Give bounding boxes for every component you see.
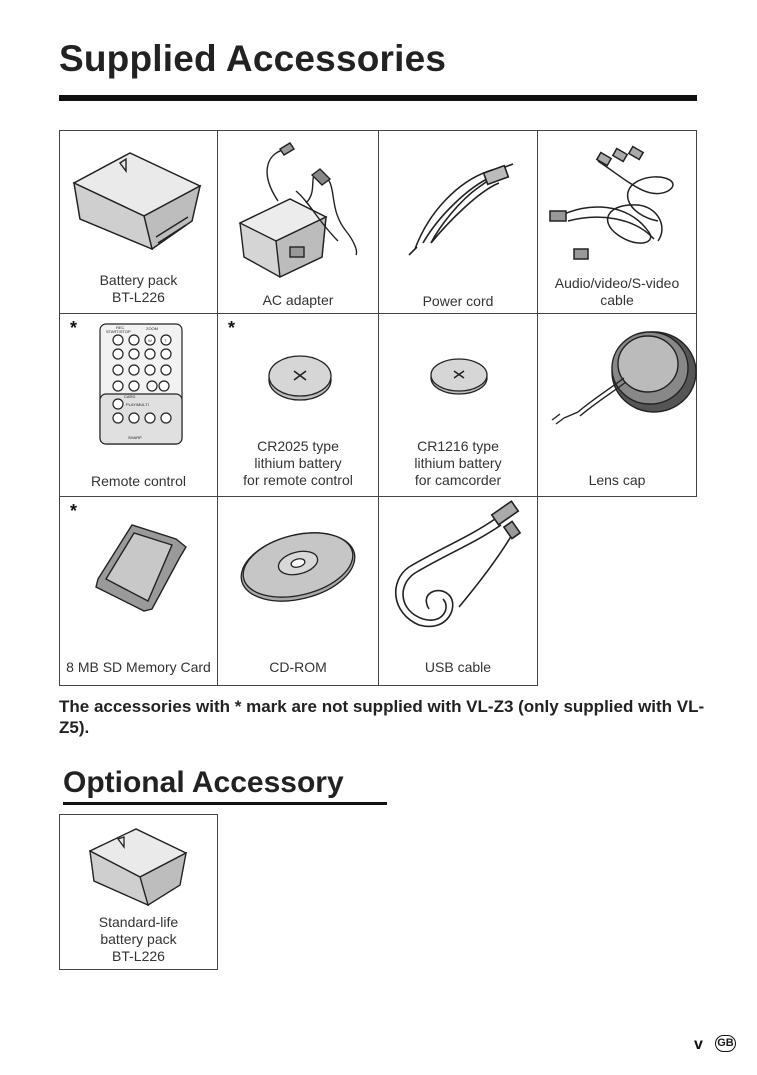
page-number: v bbox=[694, 1036, 703, 1053]
accessory-cell-usb-cable bbox=[378, 496, 538, 686]
ac-adapter-illustration bbox=[218, 131, 380, 315]
caption-line: Power cord bbox=[422, 293, 494, 309]
remote-label: T bbox=[164, 338, 167, 343]
not-supplied-mark: * bbox=[70, 501, 78, 521]
caption-line: Remote control bbox=[91, 473, 186, 489]
accessory-cell-ac-adapter bbox=[217, 130, 379, 314]
caption-line: for remote control bbox=[243, 472, 353, 488]
accessory-cell-sd-card bbox=[59, 496, 218, 686]
caption-line: Standard-life bbox=[98, 914, 179, 930]
accessory-cell-remote-control bbox=[59, 313, 218, 497]
caption-line: battery pack bbox=[100, 931, 177, 947]
caption-line: lithium battery bbox=[414, 455, 502, 471]
accessory-cell-cd-rom bbox=[217, 496, 379, 686]
caption-line: AC adapter bbox=[262, 292, 334, 308]
caption-line: CR1216 type bbox=[417, 438, 499, 454]
power-cord-illustration bbox=[379, 131, 539, 315]
caption-line: CR2025 type bbox=[257, 438, 339, 454]
caption-line: cable bbox=[600, 292, 634, 308]
lens-cap-illustration bbox=[538, 314, 698, 498]
remote-label: W bbox=[148, 338, 152, 343]
remote-label: START/STOP bbox=[106, 329, 131, 334]
caption-line: BT-L226 bbox=[112, 948, 165, 964]
accessory-cell-battery-pack bbox=[59, 130, 218, 314]
accessory-cell-av-cable bbox=[537, 130, 697, 314]
supply-note: The accessories with * mark are not supplied with VL-Z3 (only supplied with VL-Z5). bbox=[59, 697, 705, 737]
not-supplied-mark: * bbox=[228, 318, 236, 338]
optional-title-underline bbox=[63, 802, 387, 805]
accessory-cell-power-cord bbox=[378, 130, 538, 314]
caption-line: CD-ROM bbox=[269, 659, 327, 675]
caption-line: Audio/video/S-video bbox=[554, 275, 680, 291]
remote-control-illustration bbox=[60, 314, 219, 498]
caption-line: lithium battery bbox=[254, 455, 342, 471]
accessory-cell-cr2025-battery bbox=[217, 313, 379, 497]
accessory-cell-standard-battery bbox=[59, 814, 218, 970]
page-title: Supplied Accessories bbox=[59, 38, 447, 79]
optional-section-title: Optional Accessory bbox=[63, 766, 344, 799]
caption-line: USB cable bbox=[424, 659, 492, 675]
remote-label: SHARP bbox=[128, 435, 142, 440]
caption-line: for camcorder bbox=[414, 472, 502, 488]
remote-label: REC bbox=[116, 325, 125, 330]
accessory-cell-cr1216-battery bbox=[378, 313, 538, 497]
not-supplied-mark: * bbox=[70, 318, 78, 338]
accessory-cell-lens-cap bbox=[537, 313, 697, 497]
caption-line: BT-L226 bbox=[112, 289, 165, 305]
caption-line: Lens cap bbox=[588, 472, 646, 488]
remote-label: CARD bbox=[124, 394, 136, 399]
region-badge: GB bbox=[715, 1035, 736, 1052]
caption-line: 8 MB SD Memory Card bbox=[66, 659, 211, 675]
remote-label: PLAY/MULTI bbox=[126, 402, 149, 407]
caption-line: Battery pack bbox=[99, 272, 178, 288]
title-underline bbox=[59, 95, 697, 101]
remote-label: ZOOM bbox=[146, 326, 158, 331]
